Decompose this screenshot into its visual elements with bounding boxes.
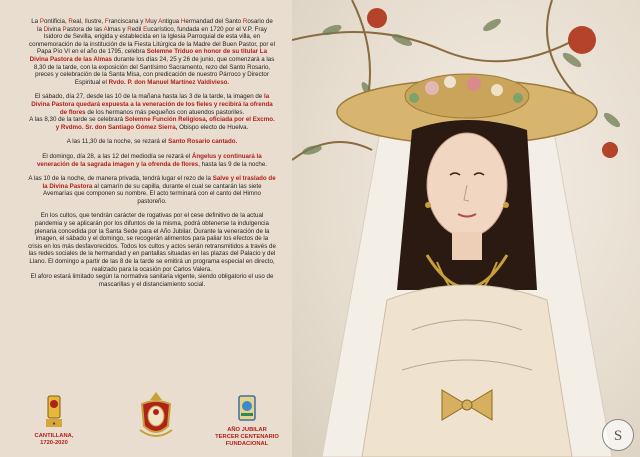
text: uy: [150, 18, 159, 25]
logo-crest: [136, 390, 176, 445]
text: E: [143, 25, 148, 33]
text: El sábado, día 27, desde las 10 de la mañana hasta las 3 de la tarde, la imagen de: [34, 93, 264, 101]
text: ucarístico, fundada en 1720 por el V.P. Fray Isidoro de Sevilla, erigida y establecida en la Iglesia Parroquial de esta villa, en conmemoración de la institución de la Fiesta Litúrgica de la Madre del Buen Pastor, por el Papa Pío VI en el año de 1795, celebra: [29, 25, 275, 56]
svg-text:S: S: [613, 428, 623, 444]
logo-caption: CANTILLANA,: [34, 433, 74, 439]
text: ivina: [48, 25, 63, 33]
paragraph-4: [28, 153, 276, 168]
text: ermandad del Santo: [185, 18, 243, 25]
paragraph-1: [28, 18, 276, 86]
footer-logos: [0, 388, 292, 457]
text: La: [31, 18, 40, 25]
text: ntigua: [162, 18, 181, 25]
logo-caption: TERCER CENTENARIO: [215, 434, 279, 440]
text: A las 8,30 de la tarde se celebrará: [29, 116, 125, 124]
text: P: [39, 18, 44, 25]
logo-caption: 1720-2020: [40, 440, 68, 446]
text: R: [68, 18, 73, 25]
text: A las 11,30 de la noche, se rezará el: [66, 138, 169, 146]
paragraph-6: [28, 212, 276, 288]
divina-pastora-painting: [292, 0, 640, 457]
text: A: [158, 18, 163, 25]
text: D: [43, 25, 49, 33]
text: de los hermanos más pequeños con atuendos pastoriles.: [85, 108, 245, 116]
text-highlight: Rvdo. P. don Manuel Martínez Valdivieso.: [108, 78, 230, 86]
text: lmas y: [107, 25, 128, 33]
text: El domingo, día 28, a las 12 del mediodía se rezará el: [42, 152, 192, 160]
text: En los cultos, que tendrán carácter de rogativas por el cese definitivo de la actual pandemia y se aplicarán por los difuntos de la misma, podrá obtenerse la indulgencia plenaria concedida por la Santa Sede para el Año Jubilar. Durante la veneración de la imagen, el sábado y el domingo, se recogerán alimentos para paliar los efectos de la crisis en los más desfavorecidos. Todos los cultos y actos serán retransmitidos a través de las redes sociales de la hermandad y en pantallas situadas en las plazas del Palacio y del Llano. El domingo a partir de las 8 de la tarde se emitirá un programa especial en directo, realizado para la ocasión por Carlos Valera.: [28, 212, 276, 273]
text-panel: [0, 0, 292, 457]
text: ranciscana y: [108, 18, 146, 25]
logo-jubilee-year: [212, 394, 282, 448]
text: P: [62, 25, 67, 33]
text: A las 10 de la noche, de manera privada, tendrá lugar el rezo de la: [28, 175, 213, 183]
logo-cantillana: [30, 394, 78, 447]
neck: [452, 232, 482, 260]
svg-text:♦: ♦: [52, 421, 56, 427]
text-highlight: Salve y el traslado de la Divina Pastora: [42, 175, 276, 190]
paragraph-3: [28, 138, 276, 146]
text: al camarín de su capilla, durante el cual se cantarán las siete Avemarías que componen su nombre. El acto terminará con el canto del Himno pastoreño.: [43, 182, 262, 205]
text-highlight: Solemne Triduo en honor de su titular La Divina Pastora de las Almas: [29, 48, 268, 63]
text: M: [145, 18, 151, 25]
text: I: [84, 18, 87, 25]
text-highlight: Santo Rosario cantado.: [168, 138, 238, 146]
text-highlight: Solemne Función Religiosa, oficiada por el Excmo. y Rvdmo. Sr. don Santiago Gómez Sierra,: [55, 116, 275, 131]
text: , hasta las 9 de la noche.: [198, 160, 268, 168]
paragraph-2: [28, 93, 276, 131]
text-highlight: Ángelus y continuará la veneración de la sagrada imagen y la ofrenda de flores: [36, 152, 262, 168]
text: El aforo estará limitado según la normativa sanitaria vigente, siendo obligatorio el uso de mascarillas y el distanciamiento social.: [30, 273, 274, 288]
text: ontificia,: [43, 18, 69, 25]
watermark-glyph-icon: [607, 424, 629, 446]
announcement-text: [28, 18, 276, 295]
text-highlight: la Divina Pastora quedará expuesta a la veneración de los fieles y recibirá la ofrenda de flores: [31, 93, 273, 116]
logo-caption: AÑO JUBILAR: [227, 427, 267, 433]
hat-crown: [405, 74, 529, 118]
brotherhood-crest-icon: [136, 390, 176, 442]
text: A: [103, 25, 108, 33]
dress: [362, 285, 572, 457]
jubilee-emblem-icon: [43, 394, 65, 430]
text: durante los días 24, 25 y 26 de junio, que comenzará a las 8,30 de la tarde, con la exposición del Santísimo Sacramento, rezo del Santo Rosario, preces y celebración de la Santa Misa, con predicación de nuestro Párroco y Director Espiritual el: [33, 55, 275, 86]
text: Obispo electo de Huelva.: [177, 123, 249, 131]
text: edil: [131, 25, 144, 33]
text: osario de la: [37, 18, 273, 33]
text: F: [104, 18, 109, 25]
text: lustre,: [86, 18, 105, 25]
text: R: [242, 18, 248, 25]
text: astora de las: [66, 25, 104, 33]
year-of-jubilee-icon: [235, 394, 259, 424]
painting-panel: [292, 0, 640, 457]
logo-caption: FUNDACIONAL: [225, 441, 269, 447]
site-watermark-icon: [602, 419, 634, 451]
paragraph-5: [28, 175, 276, 205]
text: R: [127, 25, 132, 33]
text: H: [180, 18, 186, 25]
text: eal,: [72, 18, 85, 25]
